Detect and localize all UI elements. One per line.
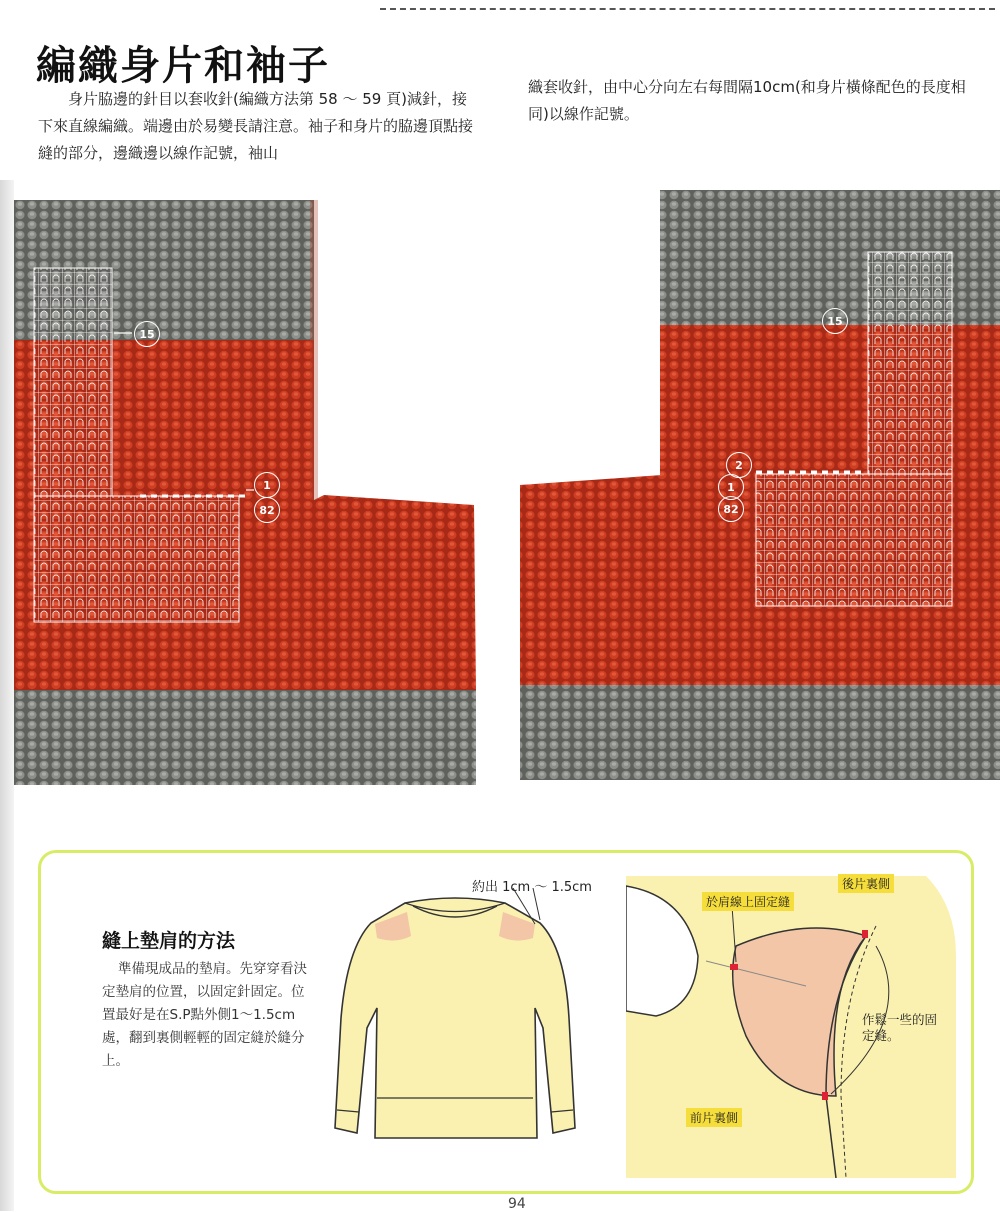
page-binding-shadow bbox=[0, 180, 14, 1211]
callout-1-right: 1 bbox=[718, 474, 744, 500]
page-title: 編織身片和袖子 bbox=[36, 43, 330, 89]
measure-label: 約出 1cm ～ 1.5cm bbox=[472, 880, 592, 895]
loose-stitch-label: 作鬆一些的固定縫。 bbox=[862, 1012, 938, 1043]
callout-82-right: 82 bbox=[718, 496, 744, 522]
back-inside-label: 後片裏側 bbox=[838, 874, 894, 893]
callout-15-right: 15 bbox=[822, 308, 848, 334]
front-inside-label: 前片裏側 bbox=[686, 1108, 742, 1127]
callout-2-right: 2 bbox=[726, 452, 752, 478]
callout-82-left: 82 bbox=[254, 497, 280, 523]
page-number: 94 bbox=[508, 1196, 526, 1212]
intro-paragraph-left: 身片脇邊的針目以套收針(編織方法第 58 ～ 59 頁)減針，接下來直線編織。端邊由於易變長請注意。袖子和身片的脇邊頂點接縫的部分，邊織邊以線作記號，袖山 bbox=[38, 90, 474, 162]
shoulder-seam-label: 於肩線上固定縫 bbox=[702, 892, 794, 911]
tip-text: 準備現成品的墊肩。先穿穿看決定墊肩的位置，以固定針固定。位置最好是在S.P點外側1～1.5cm處，翻到裏側輕輕的固定縫於縫分上。 bbox=[102, 961, 307, 1069]
knit-photo-right bbox=[512, 190, 1000, 780]
callout-1-left: 1 bbox=[254, 472, 280, 498]
knit-photo-left bbox=[14, 200, 482, 785]
intro-paragraph-right: 織套收針，由中心分向左右每間隔10cm(和身片橫條配色的長度相同)以線作記號。 bbox=[528, 78, 966, 123]
callout-15-left: 15 bbox=[134, 321, 160, 347]
sweater-illustration bbox=[325, 888, 585, 1163]
top-dashed-rule bbox=[380, 8, 995, 10]
tip-title: 縫上墊肩的方法 bbox=[102, 930, 236, 952]
